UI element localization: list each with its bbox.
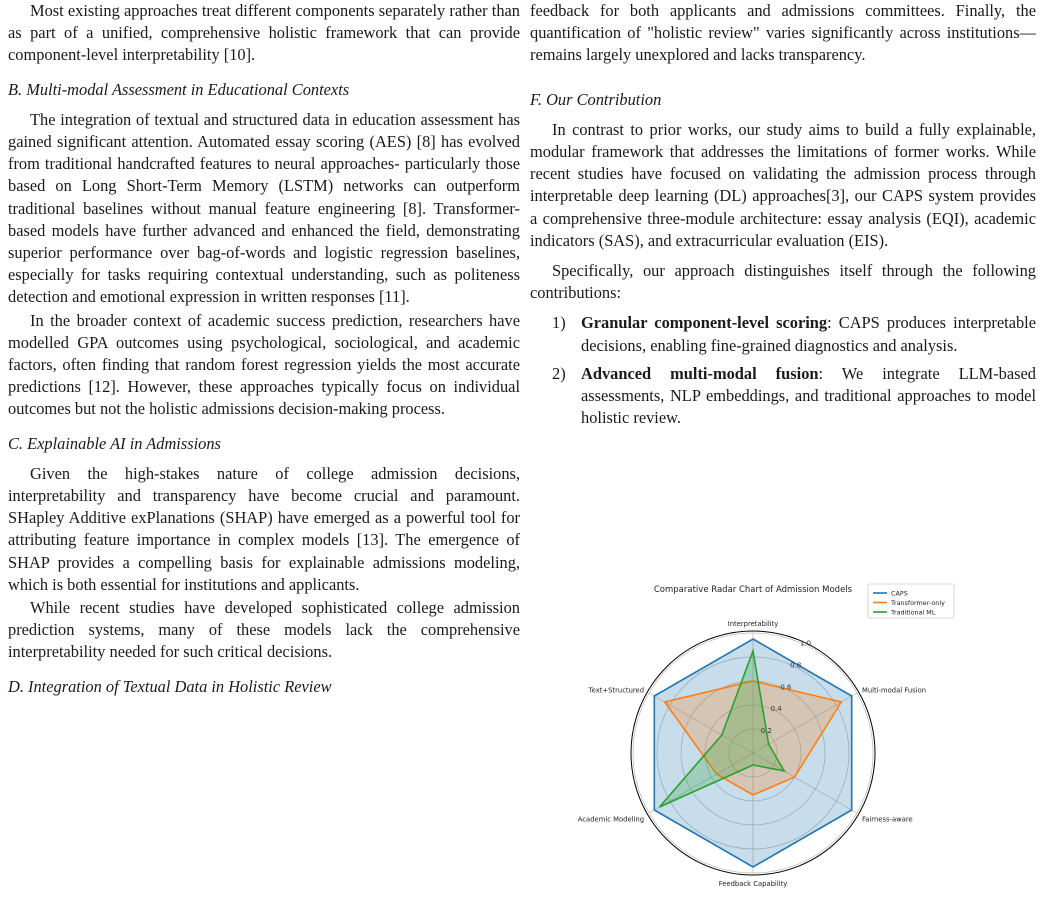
paragraph: In contrast to prior works, our study aims to build a fully explainable, modular framework that addresses the limitations of former works. While recent studies have focused on validating the admission process through interpretable deep learning (DL) approaches[3], our CAPS system provides a comprehensive three-module architecture: essay analysis (EQI), academic indicators (SAS), and extracurricular evaluation (EIS). — [530, 119, 1036, 250]
legend-entry: Transformer-only — [891, 598, 945, 607]
tick-label: 0.2 — [760, 727, 772, 736]
list-item-text: : We integrate LLM-based assessments, NLP embeddings, and traditional approaches to model holistic review. — [581, 363, 1036, 428]
axis-label: Interpretability — [727, 619, 779, 628]
contribution-list — [530, 312, 1036, 429]
right-column — [530, 0, 1036, 435]
chart-title: Comparative Radar Chart of Admission Models — [653, 585, 853, 595]
list-item — [530, 363, 1036, 430]
list-item-bold: Granular component-level scoring — [581, 313, 828, 333]
section-heading: D. Integration of Textual Data in Holistic Review — [8, 676, 332, 696]
section-heading: F. Our Contribution — [530, 89, 662, 109]
paragraph: feedback for both applicants and admissions committees. Finally, the quantification of "holistic review" varies significantly across institutions—remains largely unexplored and lacks transparency. — [530, 1, 1036, 65]
tick-label: 0.8 — [790, 661, 802, 670]
list-number: 2) — [552, 363, 566, 383]
axis-label: Fairness-aware — [861, 815, 913, 824]
axis-label: Text+Structured — [588, 686, 645, 695]
paragraph: The integration of textual and structured data in education assessment has gained significant attention. Automated essay scoring (AES) [8] has evolved from traditional handcrafted features to neural approaches- particularly those based on Long Short-Term Memory (LSTM) networks can outperform traditional baselines without manual feature engineering [8]. Transformer-based models have further advanced and enhanced the field, demonstrating superior performance over bag-of-words and logistic regression baselines, especially for tasks requiring contextual understanding, such as politeness detection and emotional expression in written responses [11]. — [8, 109, 520, 307]
list-item-text: : CAPS produces interpretable decisions, enabling fine-grained diagnostics and analysis. — [581, 313, 1036, 355]
axis-label: Feedback Capability — [718, 880, 788, 889]
paragraph: Specifically, our approach distinguishes itself through the following contributions: — [530, 261, 1036, 303]
radar-chart — [577, 578, 966, 889]
left-column — [8, 0, 520, 706]
paragraph: While recent studies have developed sophisticated college admission prediction systems, many of these models lack the comprehensive interpretability needed for such critical decisions. — [8, 598, 520, 662]
list-number: 1) — [552, 313, 566, 333]
paragraph: In the broader context of academic success prediction, researchers have modelled GPA outcomes using psychological, sociological, and academic factors, often finding that random forest regression yields the most accurate predictions [12]. However, these approaches typically focus on individual outcomes but not the holistic admissions decision-making process. — [8, 310, 520, 419]
legend-entry: CAPS — [891, 589, 908, 598]
list-item — [530, 312, 1036, 356]
tick-label: 1.0 — [799, 639, 812, 648]
radar-figure — [577, 578, 966, 889]
axis-label: Academic Modeling — [577, 815, 645, 824]
paragraph: Given the high-stakes nature of college admission decisions, interpretability and transparency have become crucial and paramount. SHapley Additive exPlanations (SHAP) have emerged as a powerful tool for attributing feature importance in complex models [13]. The emergence of SHAP provides a compelling basis for explainable admissions modeling, which is both essential for institutions and applicants. — [8, 463, 520, 594]
section-heading: B. Multi-modal Assessment in Educational Contexts — [8, 79, 350, 99]
tick-label: 0.4 — [770, 705, 782, 714]
tick-label: 0.6 — [780, 683, 792, 692]
section-heading: C. Explainable AI in Admissions — [8, 433, 221, 453]
axis-label: Multi-modal Fusion — [861, 686, 927, 695]
list-item-bold: Advanced multi-modal fusion — [581, 363, 819, 383]
paragraph: Most existing approaches treat different components separately rather than as part of a unified, comprehensive holistic framework that can provide component-level interpretability [10]. — [8, 1, 520, 65]
legend-entry: Traditional ML — [891, 608, 936, 617]
